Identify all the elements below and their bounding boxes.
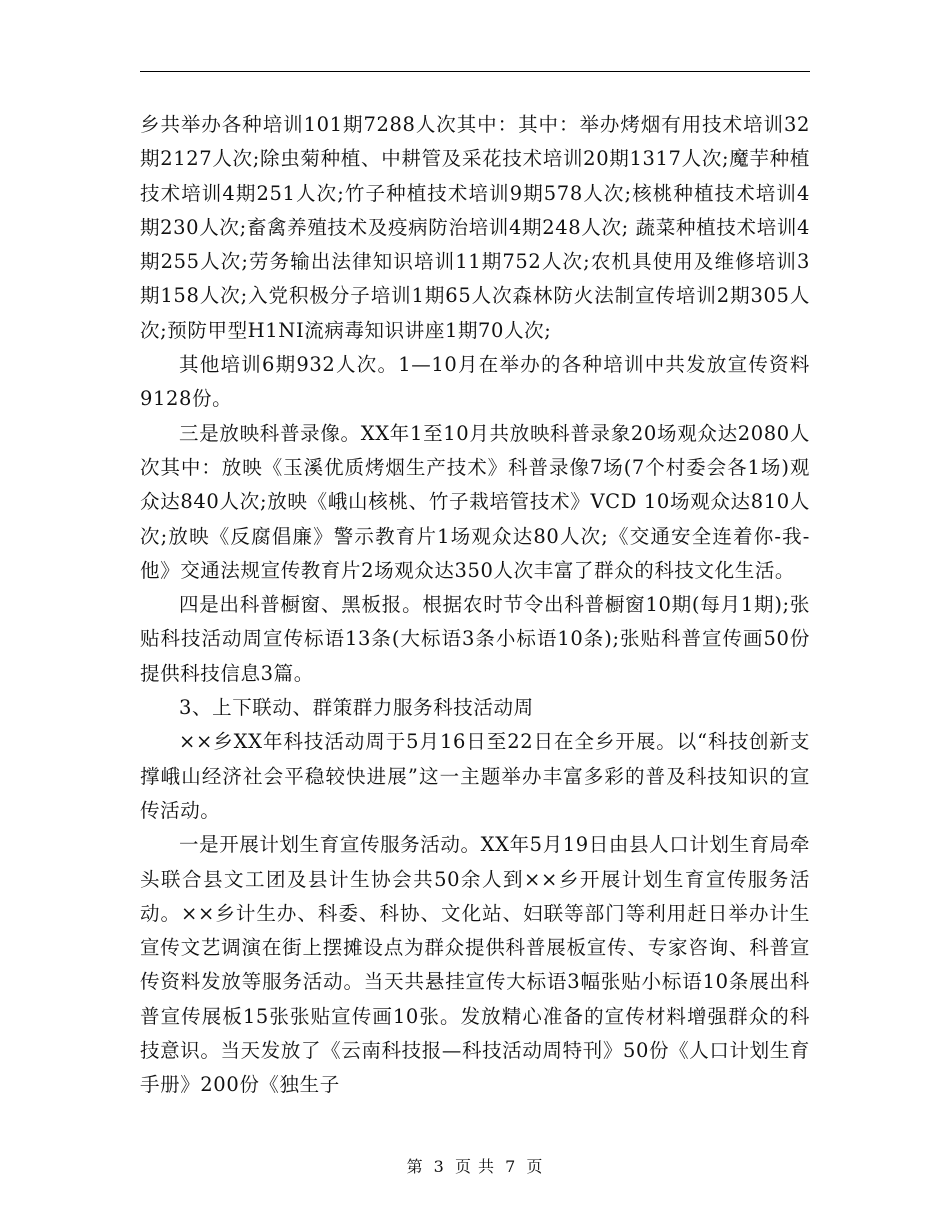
footer-mid: 页 共 <box>454 1157 496 1176</box>
total-pages-number: 7 <box>505 1157 517 1176</box>
paragraph-7: 一是开展计划生育宣传服务活动。XX年5月19日由县人口计划生育局牵头联合县文工团及县计生协会共50余人到××乡开展计划生育宣传服务活动。××乡计生办、科委、科协、文化站、妇联等部门等利用赶日举办计生宣传文艺调演在街上摆摊设点为群众提供科普展板宣传、专家咨询、科普宣传资料发放等服务活动。当天共悬挂宣传大标语3幅张贴小标语10条展出科普宣传展板15张张贴宣传画10张。发放精心准备的宣传材料增强群众的科技意识。当天发放了《云南科技报—科技活动周特刊》50份《人口计划生育手册》200份《独生子 <box>140 833 810 1097</box>
page-footer <box>0 1154 950 1177</box>
footer-prefix: 第 <box>406 1157 424 1176</box>
paragraph-4: 四是出科普橱窗、黑板报。根据农时节令出科普橱窗10期(每月1期);张贴科技活动周宣传标语13条(大标语3条小标语10条);张贴科普宣传画50份提供科技信息3篇。 <box>140 593 810 685</box>
paragraph-6: ××乡XX年科技活动周于5月16日至22日在全乡开展。以“科技创新支撑峨山经济社会平稳较快进展”这一主题举办丰富多彩的普及科技知识的宣传活动。 <box>140 730 810 822</box>
document-body <box>140 108 810 1103</box>
section-heading: 3、上下联动、群策群力服务科技活动周 <box>179 696 534 720</box>
current-page-number: 3 <box>433 1157 445 1176</box>
paragraph-2: 其他培训6期932人次。1—10月在举办的各种培训中共发放宣传资料9128份。 <box>140 353 810 411</box>
paragraph-3: 三是放映科普录像。XX年1至10月共放映科普录象20场观众达2080人次其中：放映《玉溪优质烤烟生产技术》科普录像7场(7个村委会各1场)观众达840人次;放映《峨山核桃、竹子栽培管技术》VCD 10场观众达810人次;放映《反腐倡廉》警示教育片1场观众达80人次;《交通安全连着你-我-他》交通法规宣传教育片2场观众达350人次丰富了群众的科技文化生活。 <box>140 421 810 582</box>
paragraph-1: 乡共举办各种培训101期7288人次其中：其中：举办烤烟有用技术培训32期2127人次;除虫菊种植、中耕管及采花技术培训20期1317人次;魔芋种植技术培训4期251人次;竹子种植技术培训9期578人次;核桃种植技术培训4期230人次;畜禽养殖技术及疫病防治培训4期248人次; 蔬菜种植技术培训4期255人次;劳务输出法律知识培训11期752人次;农机具使用及维修培训3期158人次;入党积极分子培训1期65人次森林防火法制宣传培训2期305人次;预防甲型H1NI流病毒知识讲座1期70人次; <box>140 113 810 342</box>
header-rule <box>140 71 810 72</box>
footer-suffix: 页 <box>526 1157 544 1176</box>
